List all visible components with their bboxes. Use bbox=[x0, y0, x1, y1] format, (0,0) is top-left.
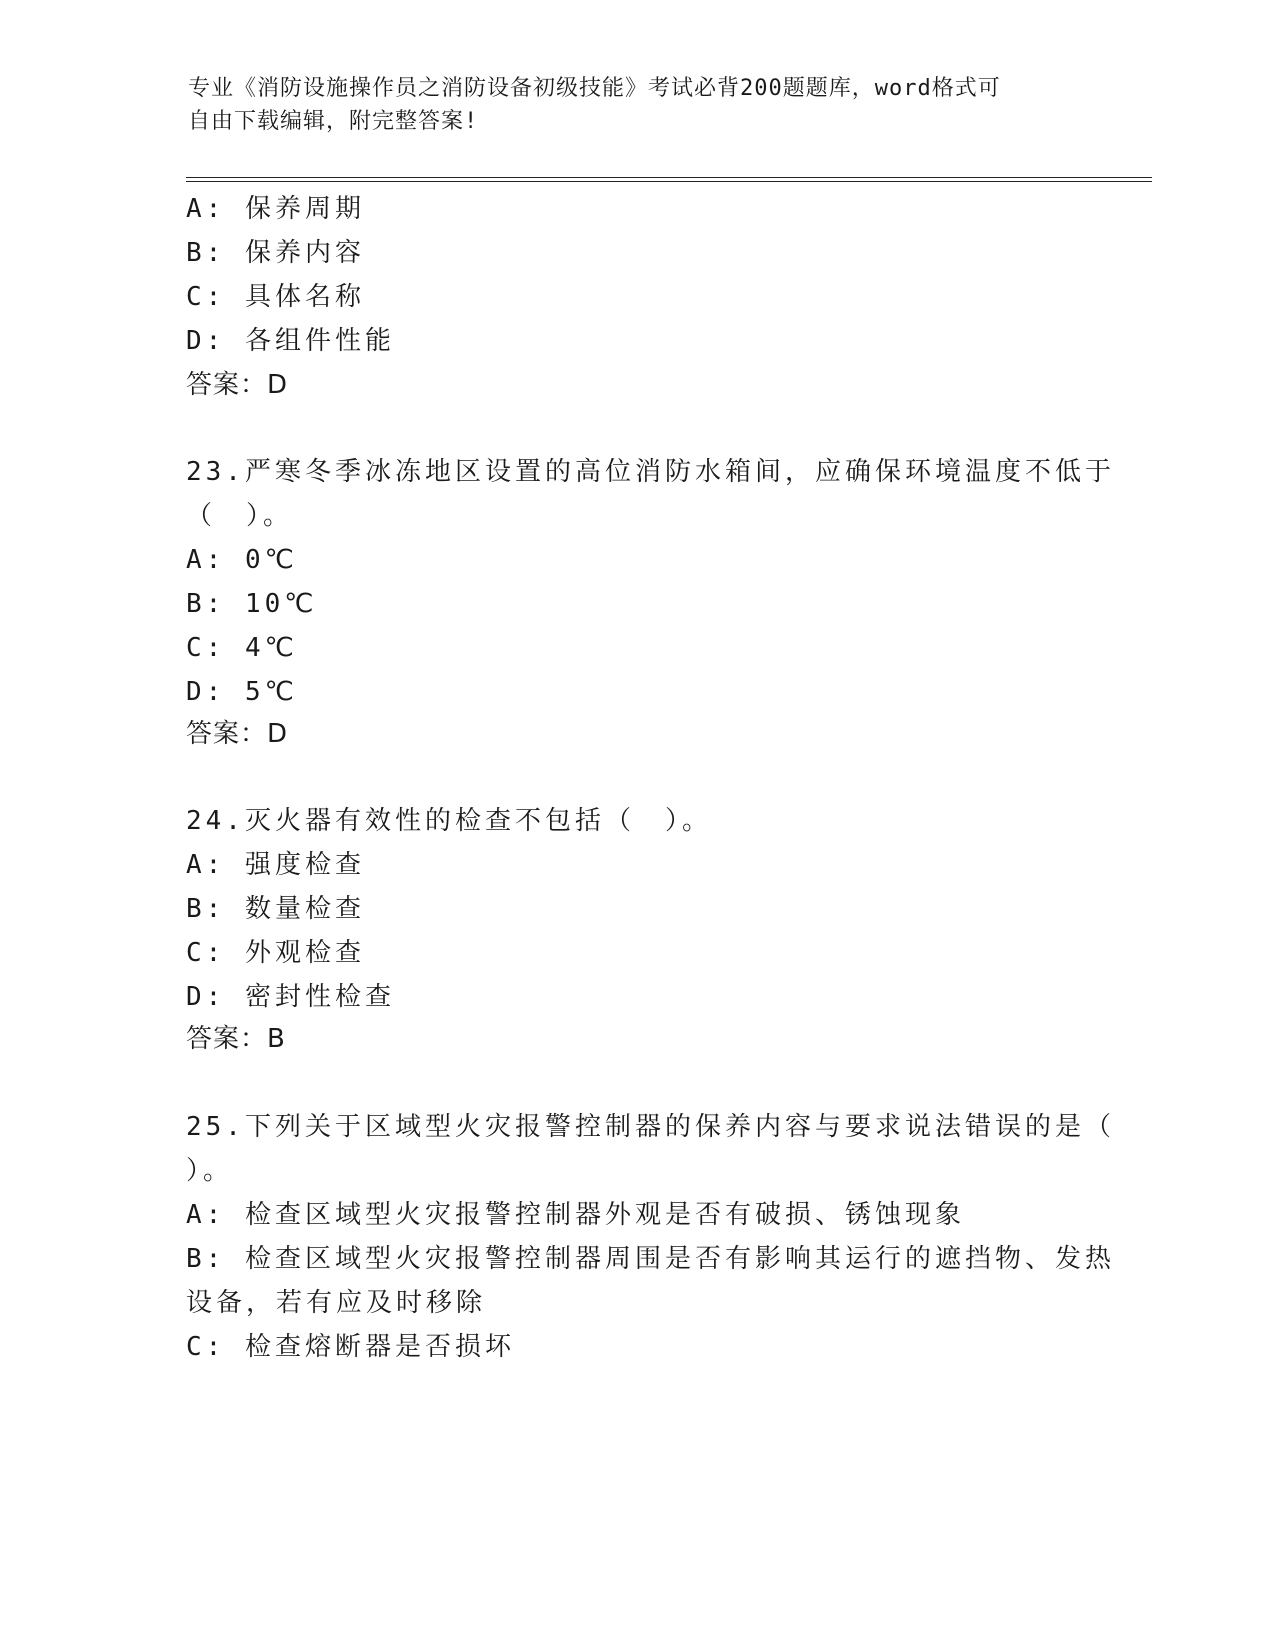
q23-answer: 答案：D bbox=[186, 719, 289, 749]
q22-option-c: C: 具体名称 bbox=[186, 282, 365, 312]
q24-answer: 答案：B bbox=[186, 1024, 286, 1054]
q24-option-a: A: 强度检查 bbox=[186, 850, 365, 880]
q25-option-a: A: 检查区域型火灾报警控制器外观是否有破损、锈蚀现象 bbox=[186, 1200, 965, 1230]
q22-answer: 答案：D bbox=[186, 370, 289, 400]
q22-option-b: B: 保养内容 bbox=[186, 238, 365, 268]
header-rule-top bbox=[186, 177, 1152, 178]
q23-option-c: C: 4℃ bbox=[186, 633, 298, 663]
q25-stem-line-2: ）。 bbox=[186, 1156, 234, 1186]
q23-option-b: B: 10℃ bbox=[186, 589, 318, 619]
page-header bbox=[188, 72, 1068, 138]
q25-option-b-line-2: 设备，若有应及时移除 bbox=[186, 1288, 487, 1318]
q23-option-a: A: 0℃ bbox=[186, 545, 298, 575]
q24-option-c: C: 外观检查 bbox=[186, 938, 365, 968]
q23-stem-line-1: 23.严寒冬季冰冻地区设置的高位消防水箱间，应确保环境温度不低于 bbox=[186, 457, 1115, 487]
header-line-1: 专业《消防设施操作员之消防设备初级技能》考试必背200题题库，word格式可 bbox=[188, 76, 1001, 101]
header-line-2: 自由下载编辑，附完整答案! bbox=[188, 109, 479, 134]
q22-option-d: D: 各组件性能 bbox=[186, 326, 395, 356]
q23-option-d: D: 5℃ bbox=[186, 677, 298, 707]
q23-stem-line-2: （ ）。 bbox=[186, 501, 294, 531]
q25-option-b-line-1: B: 检查区域型火灾报警控制器周围是否有影响其运行的遮挡物、发热 bbox=[186, 1244, 1115, 1274]
header-rule-bottom bbox=[186, 181, 1152, 182]
q25-stem-line-1: 25.下列关于区域型火灾报警控制器的保养内容与要求说法错误的是（ bbox=[186, 1112, 1115, 1142]
q25-option-c: C: 检查熔断器是否损坏 bbox=[186, 1332, 515, 1362]
q22-option-a: A: 保养周期 bbox=[186, 194, 365, 224]
q24-stem: 24.灭火器有效性的检查不包括（ ）。 bbox=[186, 806, 712, 836]
q24-option-b: B: 数量检查 bbox=[186, 894, 365, 924]
q24-option-d: D: 密封性检查 bbox=[186, 982, 395, 1012]
